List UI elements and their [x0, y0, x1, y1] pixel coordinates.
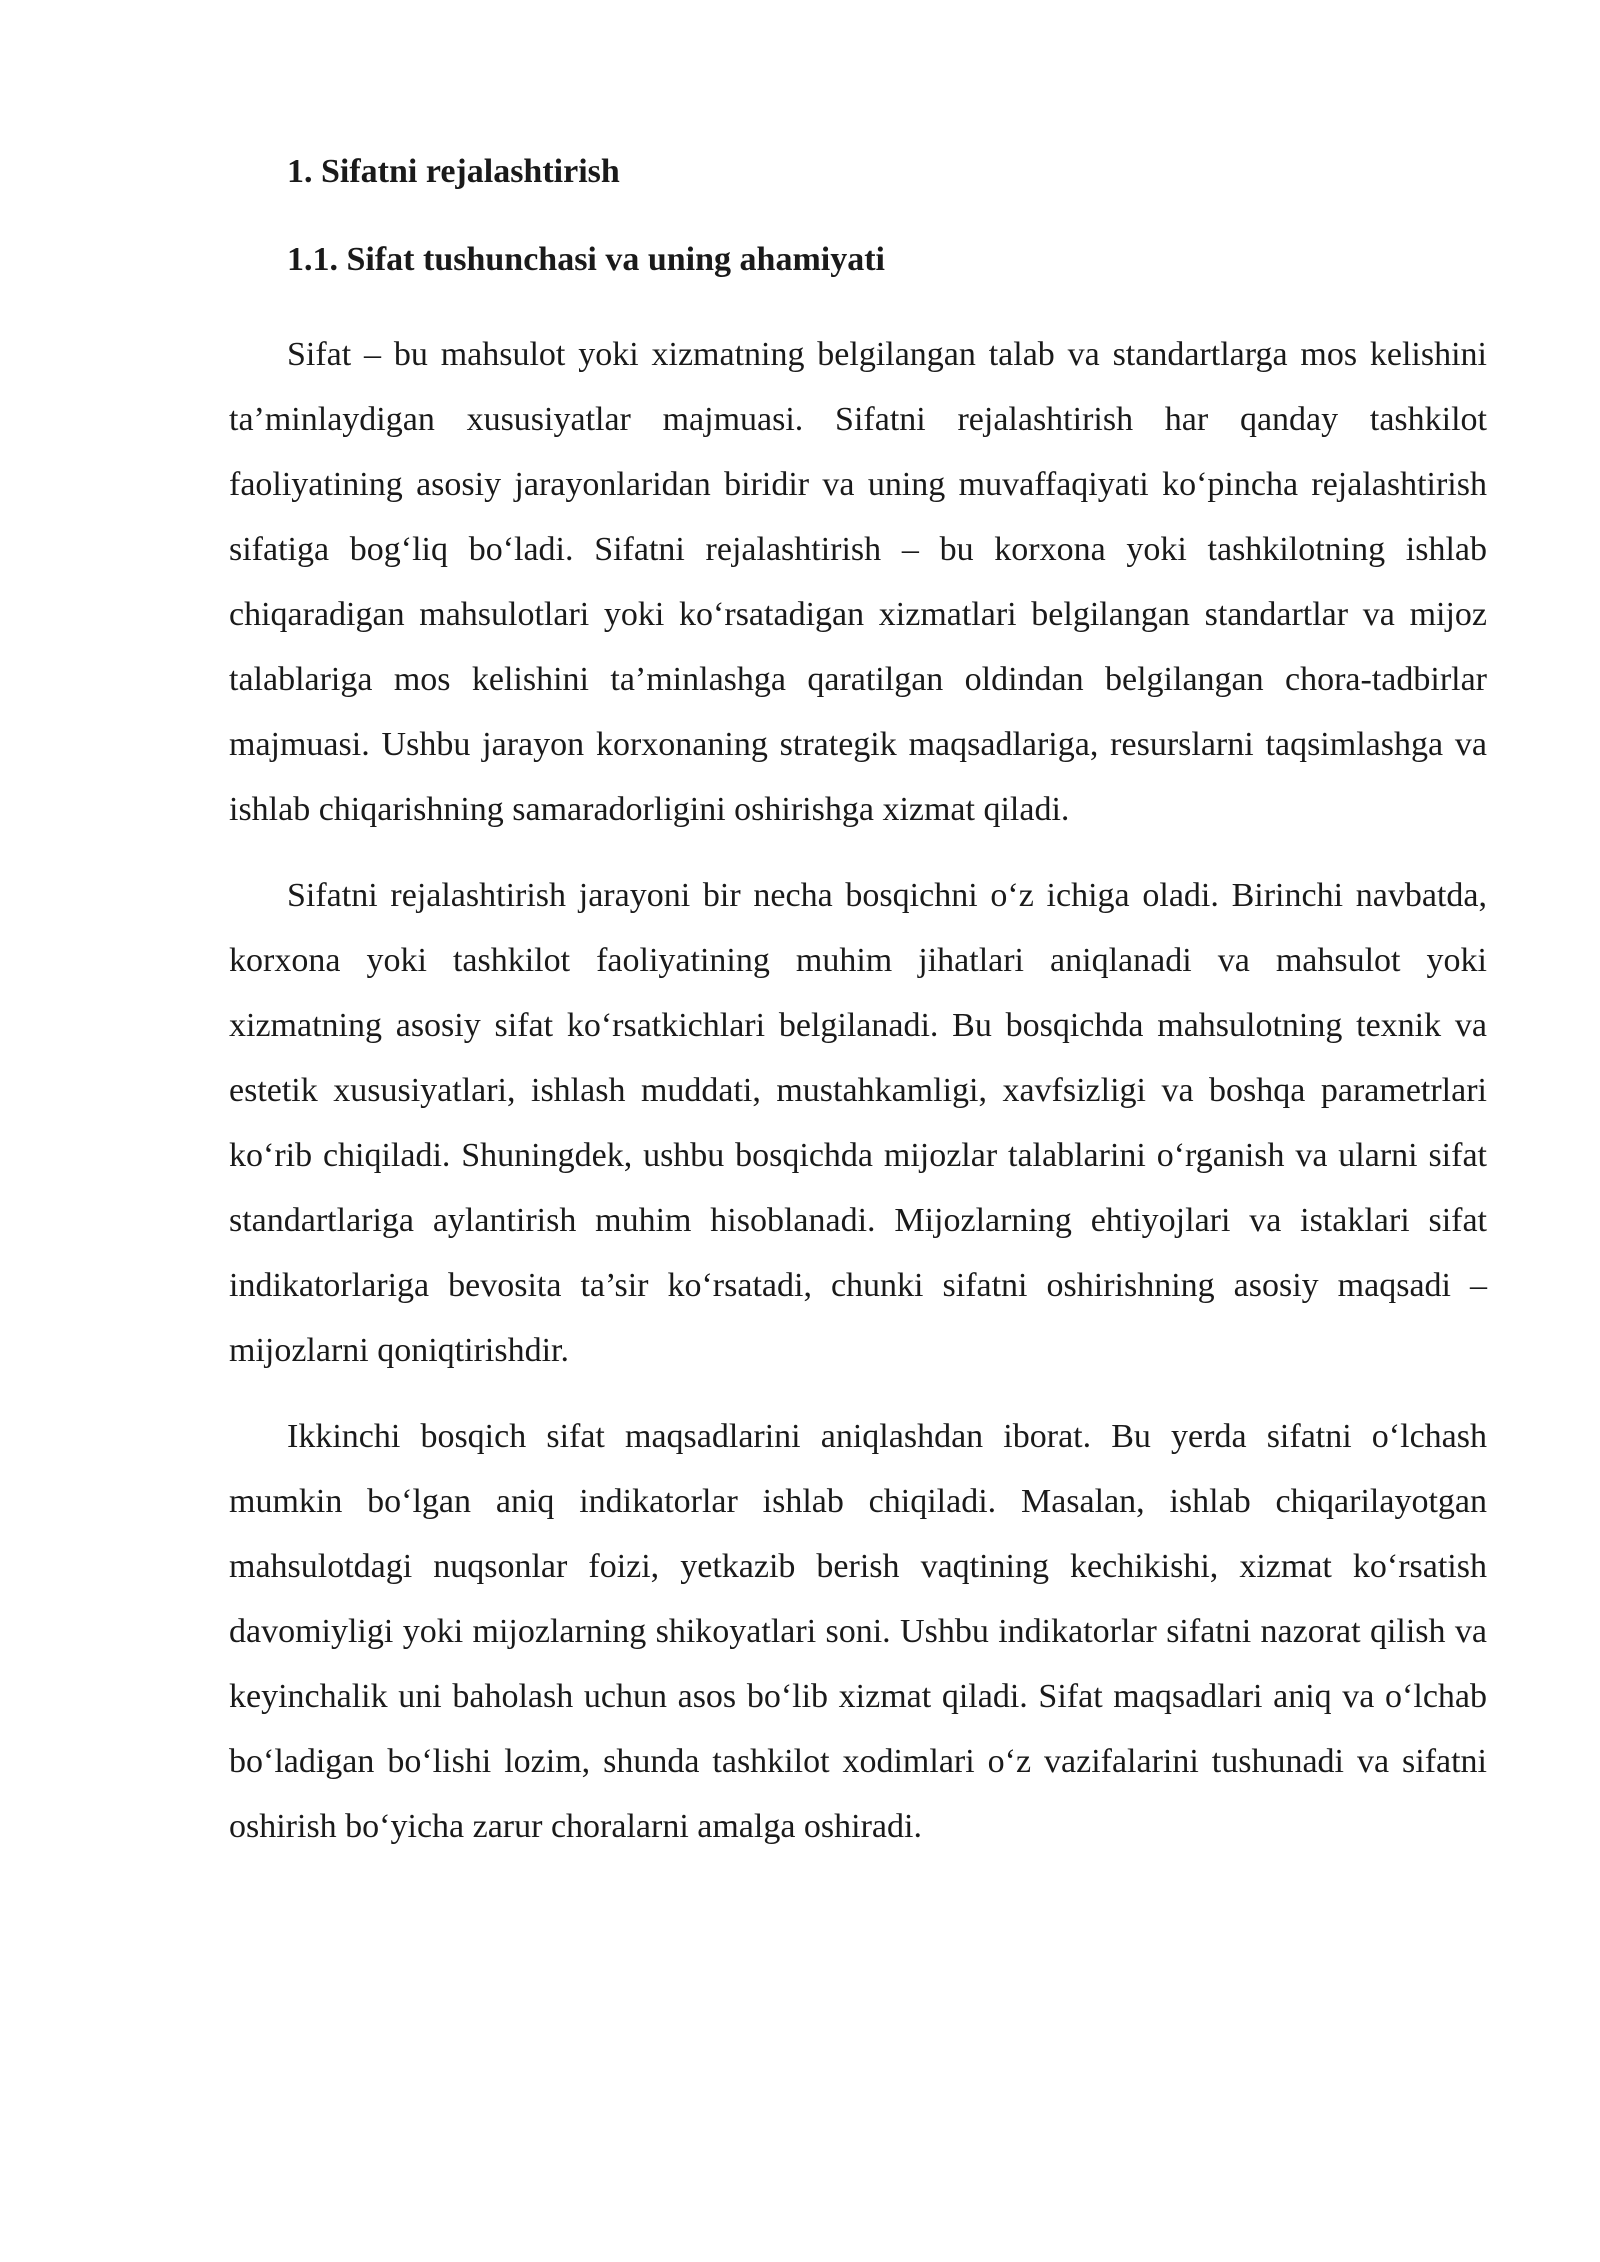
body-paragraph: Sifat – bu mahsulot yoki xizmatning belgilangan talab va standartlarga mos kelishini ta’minlaydigan xususiyatlar majmuasi. Sifatni rejalashtirish har qanday tashkilot faoliyatining asosiy jarayonlaridan biridir va uning muvaffaqiyati ko‘pincha rejalashtirish sifatiga bog‘liq bo‘ladi. Sifatni rejalashtirish – bu korxona yoki tashkilotning ishlab chiqaradigan mahsulotlari yoki ko‘rsatadigan xizmatlari belgilangan standartlar va mijoz talablariga mos kelishini ta’minlashga qaratilgan oldindan belgilangan chora-tadbirlar majmuasi. Ushbu jarayon korxonaning strategik maqsadlariga, resurslarni taqsimlashga va ishlab chiqarishning samaradorligini oshirishga xizmat qiladi.: [229, 336, 1487, 828]
section-heading: 1. Sifatni rejalashtirish: [287, 153, 620, 190]
body-paragraph: Sifatni rejalashtirish jarayoni bir necha bosqichni o‘z ichiga oladi. Birinchi navbatda, korxona yoki tashkilot faoliyatining muhim jihatlari aniqlanadi va mahsulot yoki xizmatning asosiy sifat ko‘rsatkichlari belgilanadi. Bu bosqichda mahsulotning texnik va estetik xususiyatlari, ishlash muddati, mustahkamligi, xavfsizligi va boshqa parametrlari ko‘rib chiqiladi. Shuningdek, ushbu bosqichda mijozlar talablarini o‘rganish va ularni sifat standartlariga aylantirish muhim hisoblanadi. Mijozlarning ehtiyojlari va istaklari sifat indikatorlariga bevosita ta’sir ko‘rsatadi, chunki sifatni oshirishning asosiy maqsadi – mijozlarni qoniqtirishdir.: [229, 877, 1487, 1369]
subsection-heading: 1.1. Sifat tushunchasi va uning ahamiyati: [287, 241, 885, 278]
body-paragraph: Ikkinchi bosqich sifat maqsadlarini aniqlashdan iborat. Bu yerda sifatni o‘lchash mumkin bo‘lgan aniq indikatorlar ishlab chiqiladi. Masalan, ishlab chiqarilayotgan mahsulotdagi nuqsonlar foizi, yetkazib berish vaqtining kechikishi, xizmat ko‘rsatish davomiyligi yoki mijozlarning shikoyatlari soni. Ushbu indikatorlar sifatni nazorat qilish va keyinchalik uni baholash uchun asos bo‘lib xizmat qiladi. Sifat maqsadlari aniq va o‘lchab bo‘ladigan bo‘lishi lozim, shunda tashkilot xodimlari o‘z vazifalarini tushunadi va sifatni oshirish bo‘yicha zarur choralarni amalga oshiradi.: [229, 1418, 1487, 1845]
document-body: [229, 148, 1487, 1880]
